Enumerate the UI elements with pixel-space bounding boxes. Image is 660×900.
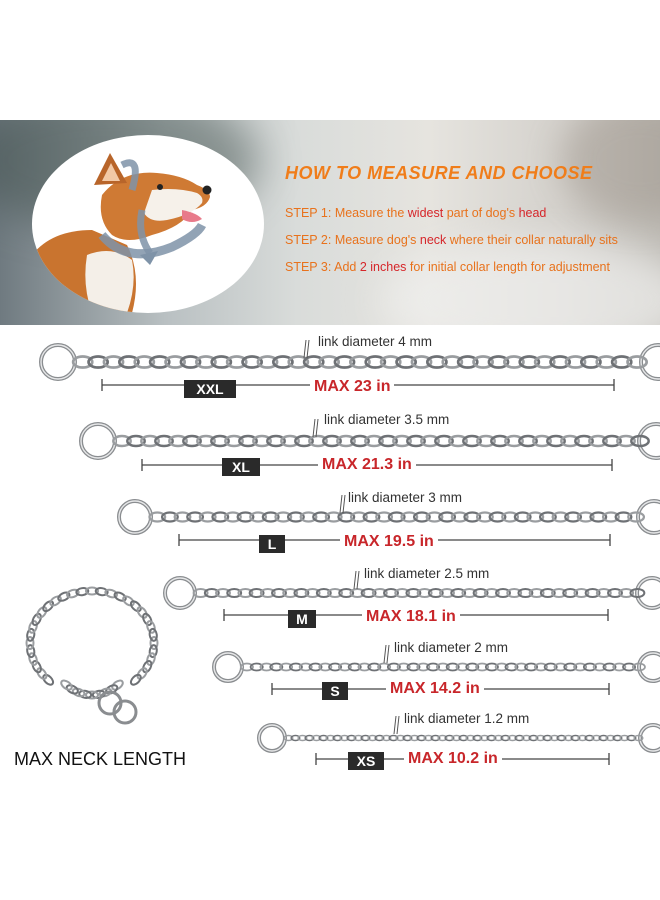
size-tag-xl: XL [222, 458, 260, 476]
chain-ring-xxl-right [641, 345, 660, 379]
background-snow [380, 240, 660, 325]
step-highlight: head [518, 206, 547, 220]
chain-ring-highlight [81, 424, 115, 458]
step-label: STEP 1: [285, 206, 332, 220]
guide-step-3 [285, 260, 610, 274]
chain-ring-highlight [639, 653, 660, 681]
diameter-tick [384, 645, 386, 663]
step-text: Measure the [334, 206, 408, 220]
step-text: part of dog's [443, 206, 519, 220]
max-length-s: MAX 14.2 in [386, 680, 484, 698]
chain-link [129, 673, 142, 686]
diameter-tick [394, 716, 396, 734]
corgi-icon [32, 135, 264, 313]
chain-link [35, 606, 48, 620]
chain-link [136, 667, 149, 681]
step-text: Add [334, 260, 360, 274]
guide-step-2 [285, 233, 618, 247]
chain-ring-l-right [638, 501, 660, 533]
chain-link [60, 679, 74, 692]
max-length-xl: MAX 21.3 in [318, 456, 416, 474]
diameter-label-xl: link diameter 3.5 mm [324, 412, 450, 427]
step-label: STEP 2: [285, 233, 332, 247]
step-highlight: widest [407, 206, 444, 220]
step-highlight: 2 inches [359, 260, 407, 274]
diameter-label-m: link diameter 2.5 mm [364, 566, 490, 581]
max-length-m: MAX 18.1 in [362, 608, 460, 626]
size-tag-xs: XS [348, 752, 384, 770]
diameter-tick [343, 495, 345, 513]
diameter-label-xs: link diameter 1.2 mm [404, 711, 530, 726]
step-text: for initial collar length for adjustment [406, 260, 610, 274]
chain-ring-highlight [259, 725, 285, 751]
collar-loop-illustration [26, 587, 157, 723]
diameter-tick [307, 340, 309, 358]
diameter-tick [357, 571, 359, 589]
step-highlight: neck [419, 233, 447, 247]
max-length-xxl: MAX 23 in [310, 378, 394, 396]
size-tag-m: M [288, 610, 316, 628]
diameter-tick [313, 419, 315, 437]
guide-title: HOW TO MEASURE AND CHOOSE [285, 163, 593, 183]
diameter-tick [354, 571, 356, 589]
max-length-l: MAX 19.5 in [340, 533, 438, 551]
diameter-label-s: link diameter 2 mm [394, 640, 509, 655]
size-tag-l: L [259, 535, 285, 553]
size-tag-xxl: XXL [184, 380, 236, 398]
step-label: STEP 3: [285, 260, 332, 274]
diameter-tick [397, 716, 399, 734]
diameter-tick [316, 419, 318, 437]
diameter-tick [340, 495, 342, 513]
max-neck-length-label: MAX NECK LENGTH [14, 749, 187, 769]
diameter-tick [387, 645, 389, 663]
step-text: Measure dog's [334, 233, 420, 247]
chain-ring-highlight [41, 345, 75, 379]
chain-ring-highlight [637, 578, 660, 608]
dog-measurement-illustration [32, 135, 264, 313]
chain-ring-highlight [214, 653, 242, 681]
diameter-label-l: link diameter 3 mm [348, 490, 463, 505]
step-text: where their collar naturally sits [446, 233, 618, 247]
max-length-xs: MAX 10.2 in [404, 750, 502, 768]
chain-ring-highlight [165, 578, 195, 608]
size-tag-s: S [322, 682, 348, 700]
diameter-label-xxl: link diameter 4 mm [318, 334, 433, 349]
diameter-tick [304, 340, 306, 358]
guide-step-1 [285, 206, 546, 220]
chain-ring-highlight [119, 501, 151, 533]
